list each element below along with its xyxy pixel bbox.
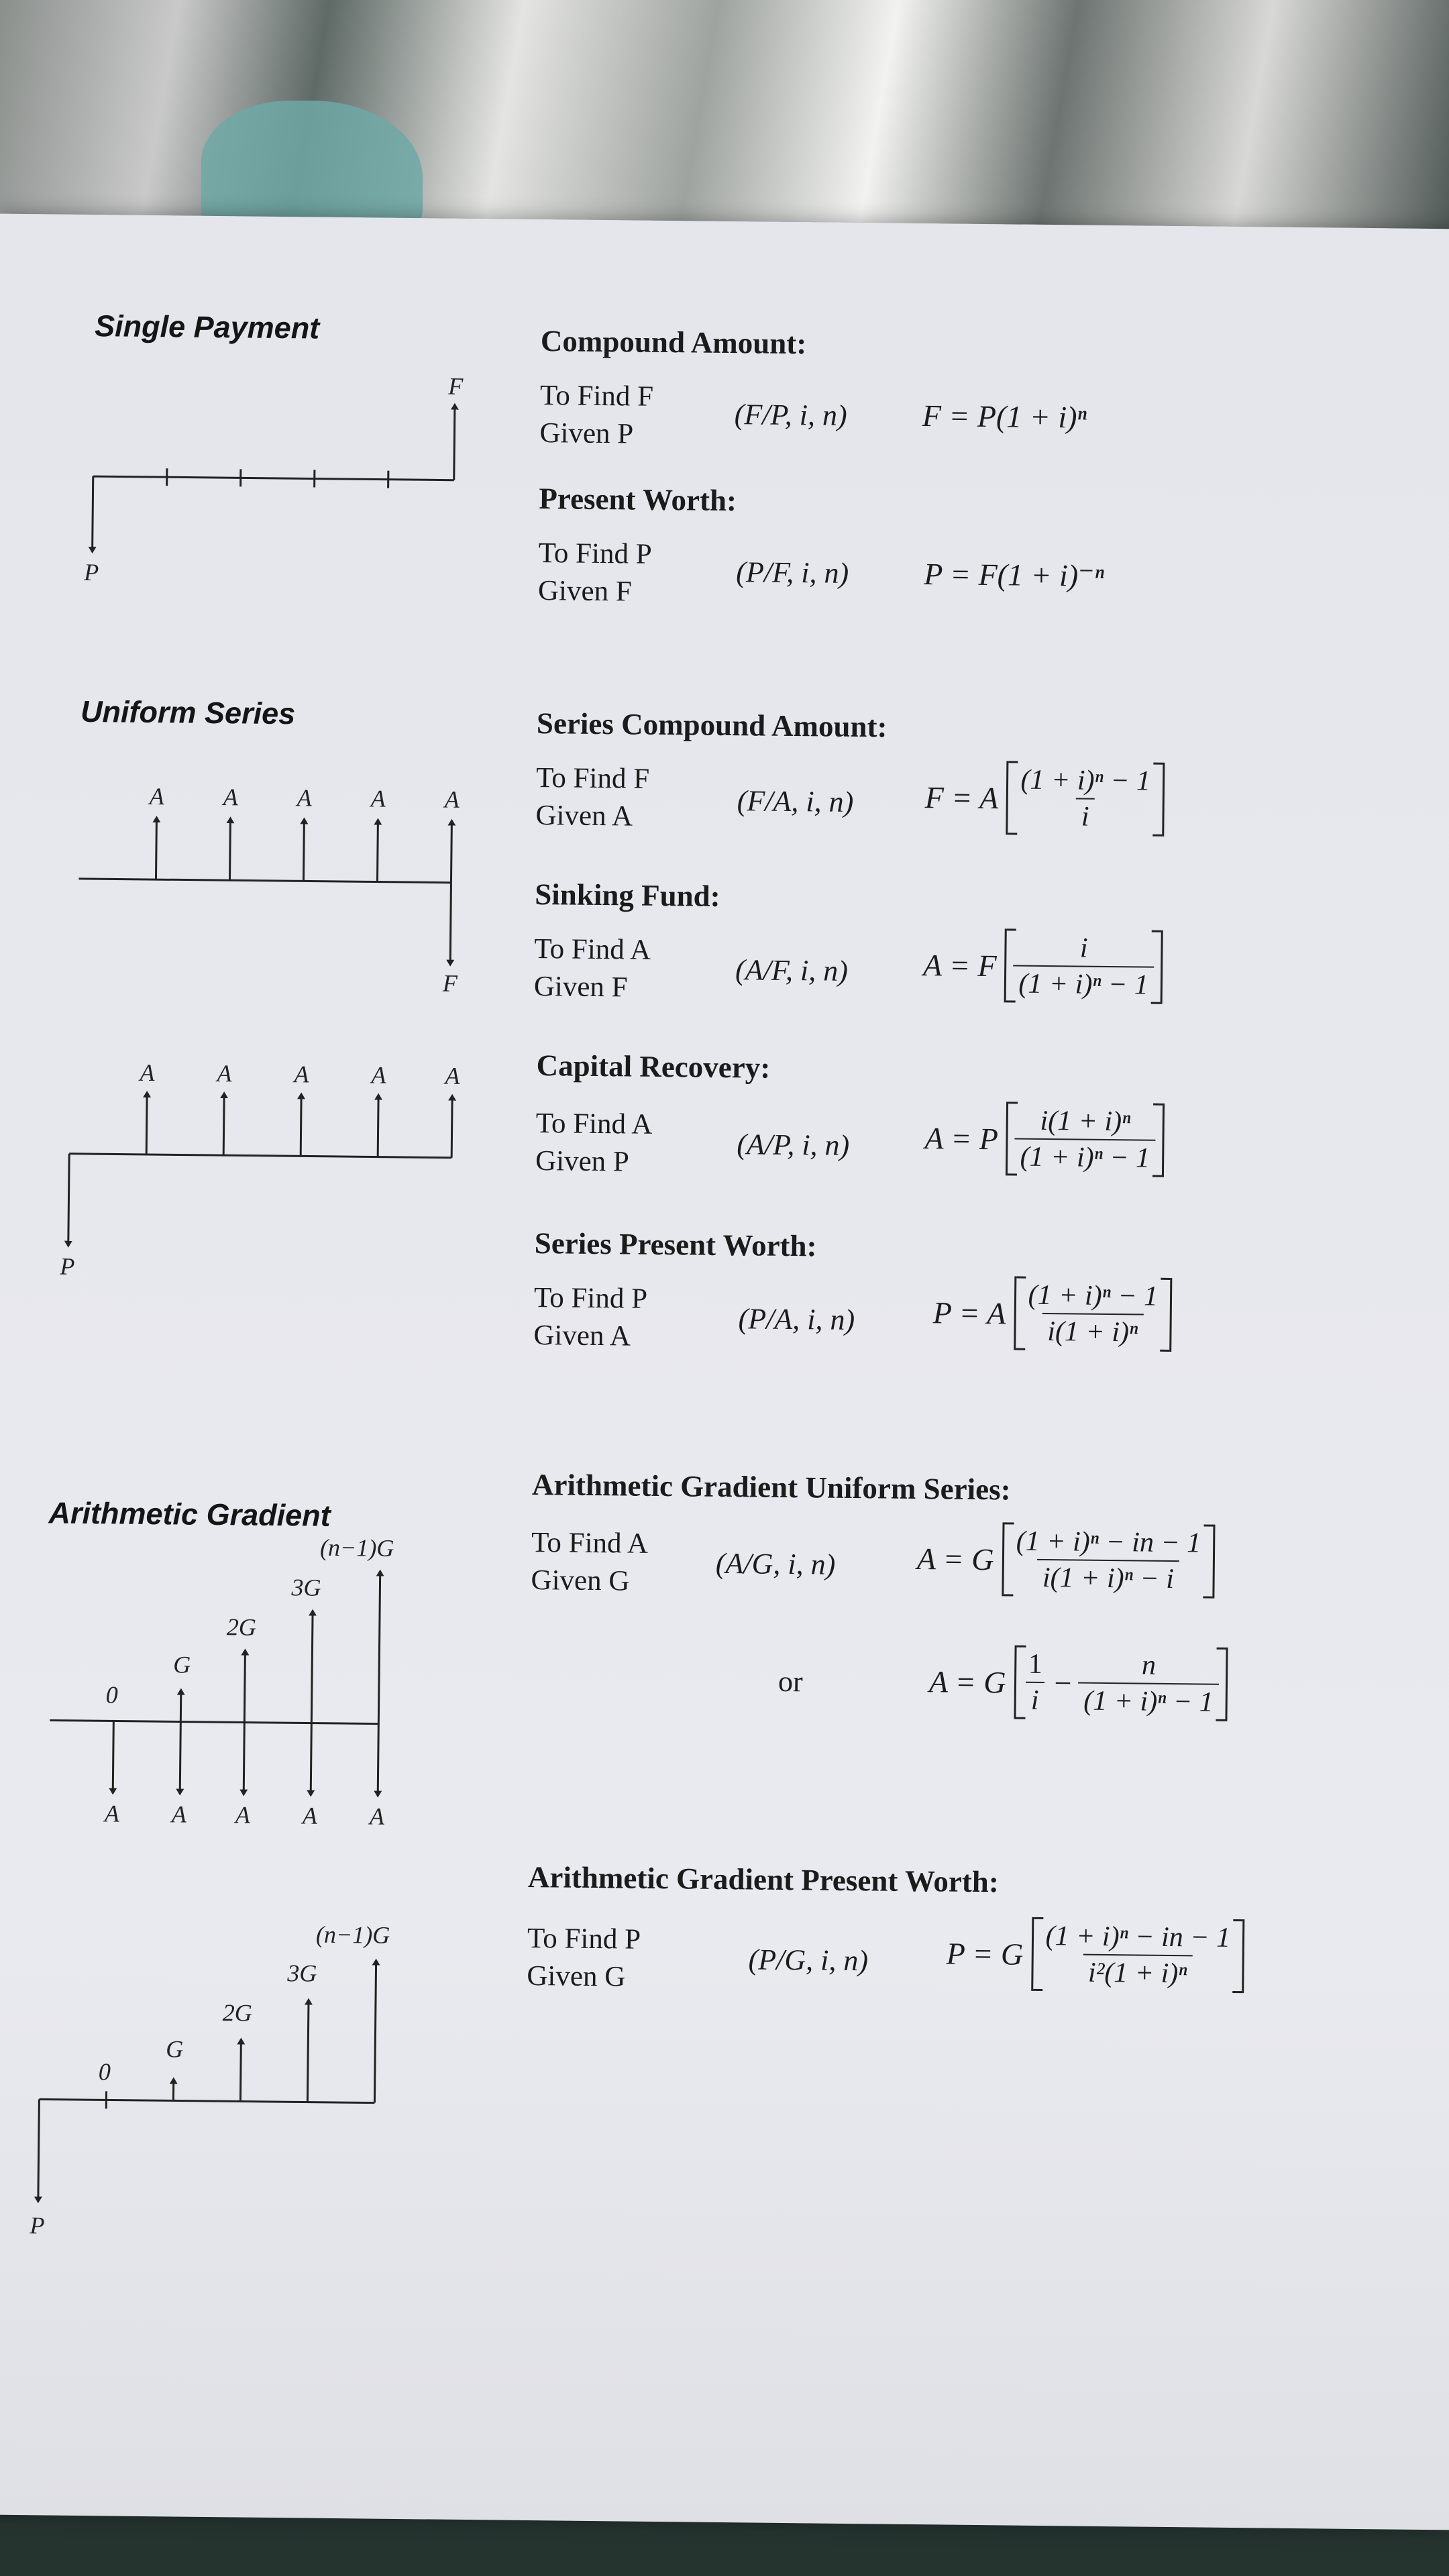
- capital-recovery-equation: [924, 1101, 1165, 1177]
- compound-amount-equation: F = P(1 + i)ⁿ: [922, 398, 1087, 435]
- gs-label-3g: 3G: [291, 1574, 321, 1601]
- sf-label-f: F: [442, 969, 458, 997]
- fraction-second: [1078, 1649, 1220, 1719]
- section-heading-uniform-series: Uniform Series: [80, 694, 296, 731]
- given-text: Given P: [535, 1145, 630, 1178]
- gradient-pw-notation: (P/G, i, n): [748, 1943, 869, 1978]
- given-text: Given A: [533, 1320, 631, 1352]
- compound-amount-notation: (F/P, i, n): [734, 398, 847, 432]
- equation-bracket: [1002, 1522, 1216, 1598]
- numerator: (1 + i)ⁿ − in − 1: [1045, 1921, 1231, 1953]
- fraction-first: [1022, 1648, 1048, 1717]
- find-text: To Find A: [535, 1108, 653, 1140]
- gradient-series-diagram: [49, 1570, 380, 1794]
- find-text: To Find F: [539, 380, 654, 413]
- capital-recovery-diagram: [68, 1093, 452, 1248]
- sf-label-a-3: A: [297, 784, 312, 812]
- equation-bracket: [1014, 1277, 1173, 1352]
- denominator: (1 + i)ⁿ − 1: [1013, 965, 1154, 1001]
- gradient-series-notation: (A/G, i, n): [715, 1546, 836, 1581]
- denominator: i(1 + i)ⁿ: [1042, 1313, 1143, 1349]
- gs-label-0: 0: [105, 1681, 118, 1709]
- sf-label-a-1: A: [149, 782, 164, 810]
- present-worth-title: Present Worth:: [539, 482, 737, 518]
- equation-lhs: P = G: [946, 1936, 1024, 1972]
- numerator: 1: [1028, 1648, 1043, 1680]
- present-worth-find: [538, 535, 652, 611]
- compound-amount-title: Compound Amount:: [540, 324, 807, 361]
- series-compound-notation: (F/A, i, n): [737, 784, 854, 818]
- cr-label-a-2: A: [217, 1060, 232, 1087]
- gradient-pw-diagram: [38, 1958, 376, 2203]
- find-text: To Find P: [538, 537, 652, 570]
- series-pw-find: [533, 1279, 647, 1356]
- gs-label-a-3: A: [235, 1801, 251, 1829]
- gradient-pw-find: [527, 1920, 641, 1996]
- gradient-series-equation: [916, 1521, 1215, 1599]
- denominator: i(1 + i)ⁿ − i: [1037, 1559, 1179, 1595]
- gs-label-g: G: [173, 1651, 191, 1678]
- numerator: i(1 + i)ⁿ: [1040, 1105, 1131, 1138]
- numerator: (1 + i)ⁿ − 1: [1028, 1279, 1159, 1312]
- capital-recovery-title: Capital Recovery:: [536, 1049, 771, 1085]
- equation-lhs: A = G: [928, 1664, 1006, 1699]
- or-text: or: [777, 1664, 803, 1699]
- cr-label-a-1: A: [140, 1059, 155, 1087]
- numerator: n: [1141, 1650, 1157, 1681]
- sinking-fund-find: [534, 930, 651, 1007]
- fraction: [1040, 1920, 1236, 1990]
- given-text: Given P: [539, 417, 634, 450]
- denominator: i²(1 + i)ⁿ: [1083, 1954, 1193, 1990]
- sinking-fund-notation: (A/F, i, n): [735, 953, 849, 987]
- sf-label-a-4: A: [370, 785, 386, 812]
- cr-label-a-5: A: [445, 1062, 460, 1089]
- denominator: (1 + i)ⁿ − 1: [1078, 1682, 1219, 1719]
- section-heading-arithmetic-gradient: Arithmetic Gradient: [48, 1495, 331, 1533]
- equation-bracket: [1014, 1646, 1228, 1721]
- fraction: [1015, 763, 1157, 833]
- numerator: (1 + i)ⁿ − in − 1: [1016, 1525, 1201, 1559]
- find-text: To Find P: [533, 1282, 648, 1315]
- cash-flow-diagrams: [0, 214, 535, 2299]
- cr-label-p: P: [60, 1252, 75, 1280]
- given-text: Given G: [531, 1564, 630, 1597]
- single-payment-diagram: [93, 402, 455, 554]
- fraction: [1010, 1525, 1207, 1595]
- present-worth-equation: P = F(1 + i)⁻ⁿ: [924, 557, 1105, 593]
- equation-lhs: P = A: [932, 1295, 1006, 1330]
- gs-label-a-5: A: [369, 1803, 385, 1830]
- sp-label-f: F: [447, 372, 464, 400]
- find-text: To Find A: [531, 1527, 649, 1560]
- gs-label-a-2: A: [171, 1801, 187, 1828]
- fraction: [1013, 931, 1155, 1001]
- gpw-label-2g: 2G: [222, 1999, 253, 2027]
- fraction: [1022, 1279, 1164, 1349]
- gpw-label-g: G: [166, 2035, 184, 2063]
- cr-label-a-3: A: [294, 1061, 309, 1088]
- gs-label-a-4: A: [302, 1802, 318, 1829]
- numerator: i: [1079, 932, 1088, 964]
- find-text: To Find A: [534, 932, 651, 966]
- series-compound-title: Series Compound Amount:: [536, 706, 888, 744]
- sinking-fund-equation: [923, 928, 1163, 1004]
- compound-amount-find: [539, 377, 653, 453]
- minus-sign: −: [1054, 1665, 1072, 1700]
- sf-label-a-5: A: [444, 786, 460, 813]
- sinking-fund-title: Sinking Fund:: [535, 877, 720, 913]
- gradient-series-alt-equation: [928, 1644, 1228, 1721]
- series-pw-equation: [932, 1275, 1172, 1352]
- gradient-series-title: Arithmetic Gradient Uniform Series:: [531, 1468, 1011, 1507]
- given-text: Given F: [533, 970, 628, 1004]
- cr-label-a-4: A: [371, 1061, 386, 1089]
- equation-lhs: A = P: [924, 1120, 999, 1156]
- sinking-fund-diagram: [78, 818, 451, 963]
- sf-label-a-2: A: [223, 784, 238, 811]
- formula-sheet: [0, 214, 1449, 2530]
- denominator: i: [1076, 798, 1095, 833]
- denominator: (1 + i)ⁿ − 1: [1014, 1138, 1155, 1175]
- section-heading-single-payment: Single Payment: [94, 309, 320, 345]
- gpw-label-ng: (n−1)G: [315, 1921, 390, 1949]
- sp-label-p: P: [84, 558, 99, 586]
- equation-bracket: [1031, 1917, 1245, 1993]
- equation-bracket: [1006, 1102, 1165, 1177]
- equation-bracket: [1006, 761, 1165, 836]
- capital-recovery-notation: (A/P, i, n): [737, 1128, 850, 1162]
- denominator: i: [1026, 1682, 1044, 1717]
- gradient-pw-title: Arithmetic Gradient Present Worth:: [527, 1860, 1000, 1899]
- gradient-series-find: [531, 1524, 648, 1601]
- series-compound-find: [535, 759, 649, 836]
- equation-lhs: A = G: [916, 1541, 994, 1576]
- gpw-label-p: P: [30, 2212, 45, 2239]
- numerator: (1 + i)ⁿ − 1: [1020, 764, 1151, 797]
- series-compound-equation: [924, 760, 1165, 837]
- given-text: Given F: [537, 575, 633, 608]
- capital-recovery-find: [535, 1105, 653, 1181]
- series-pw-title: Series Present Worth:: [534, 1226, 817, 1263]
- gpw-label-0: 0: [98, 2058, 111, 2086]
- given-text: Given A: [535, 800, 633, 833]
- present-worth-notation: (P/F, i, n): [736, 555, 849, 590]
- fraction: [1014, 1105, 1156, 1175]
- gpw-label-3g: 3G: [287, 1960, 317, 1987]
- equation-lhs: F = A: [924, 780, 999, 815]
- gradient-pw-equation: [946, 1917, 1244, 1994]
- gs-label-2g: 2G: [226, 1613, 257, 1641]
- equation-bracket: [1004, 928, 1163, 1004]
- series-pw-notation: (P/A, i, n): [738, 1302, 855, 1337]
- find-text: To Find P: [527, 1922, 641, 1955]
- find-text: To Find F: [535, 762, 650, 795]
- gs-label-ng: (n−1)G: [319, 1534, 394, 1562]
- gs-label-a-1: A: [104, 1800, 120, 1827]
- equation-lhs: A = F: [922, 947, 997, 983]
- given-text: Given G: [527, 1960, 626, 1993]
